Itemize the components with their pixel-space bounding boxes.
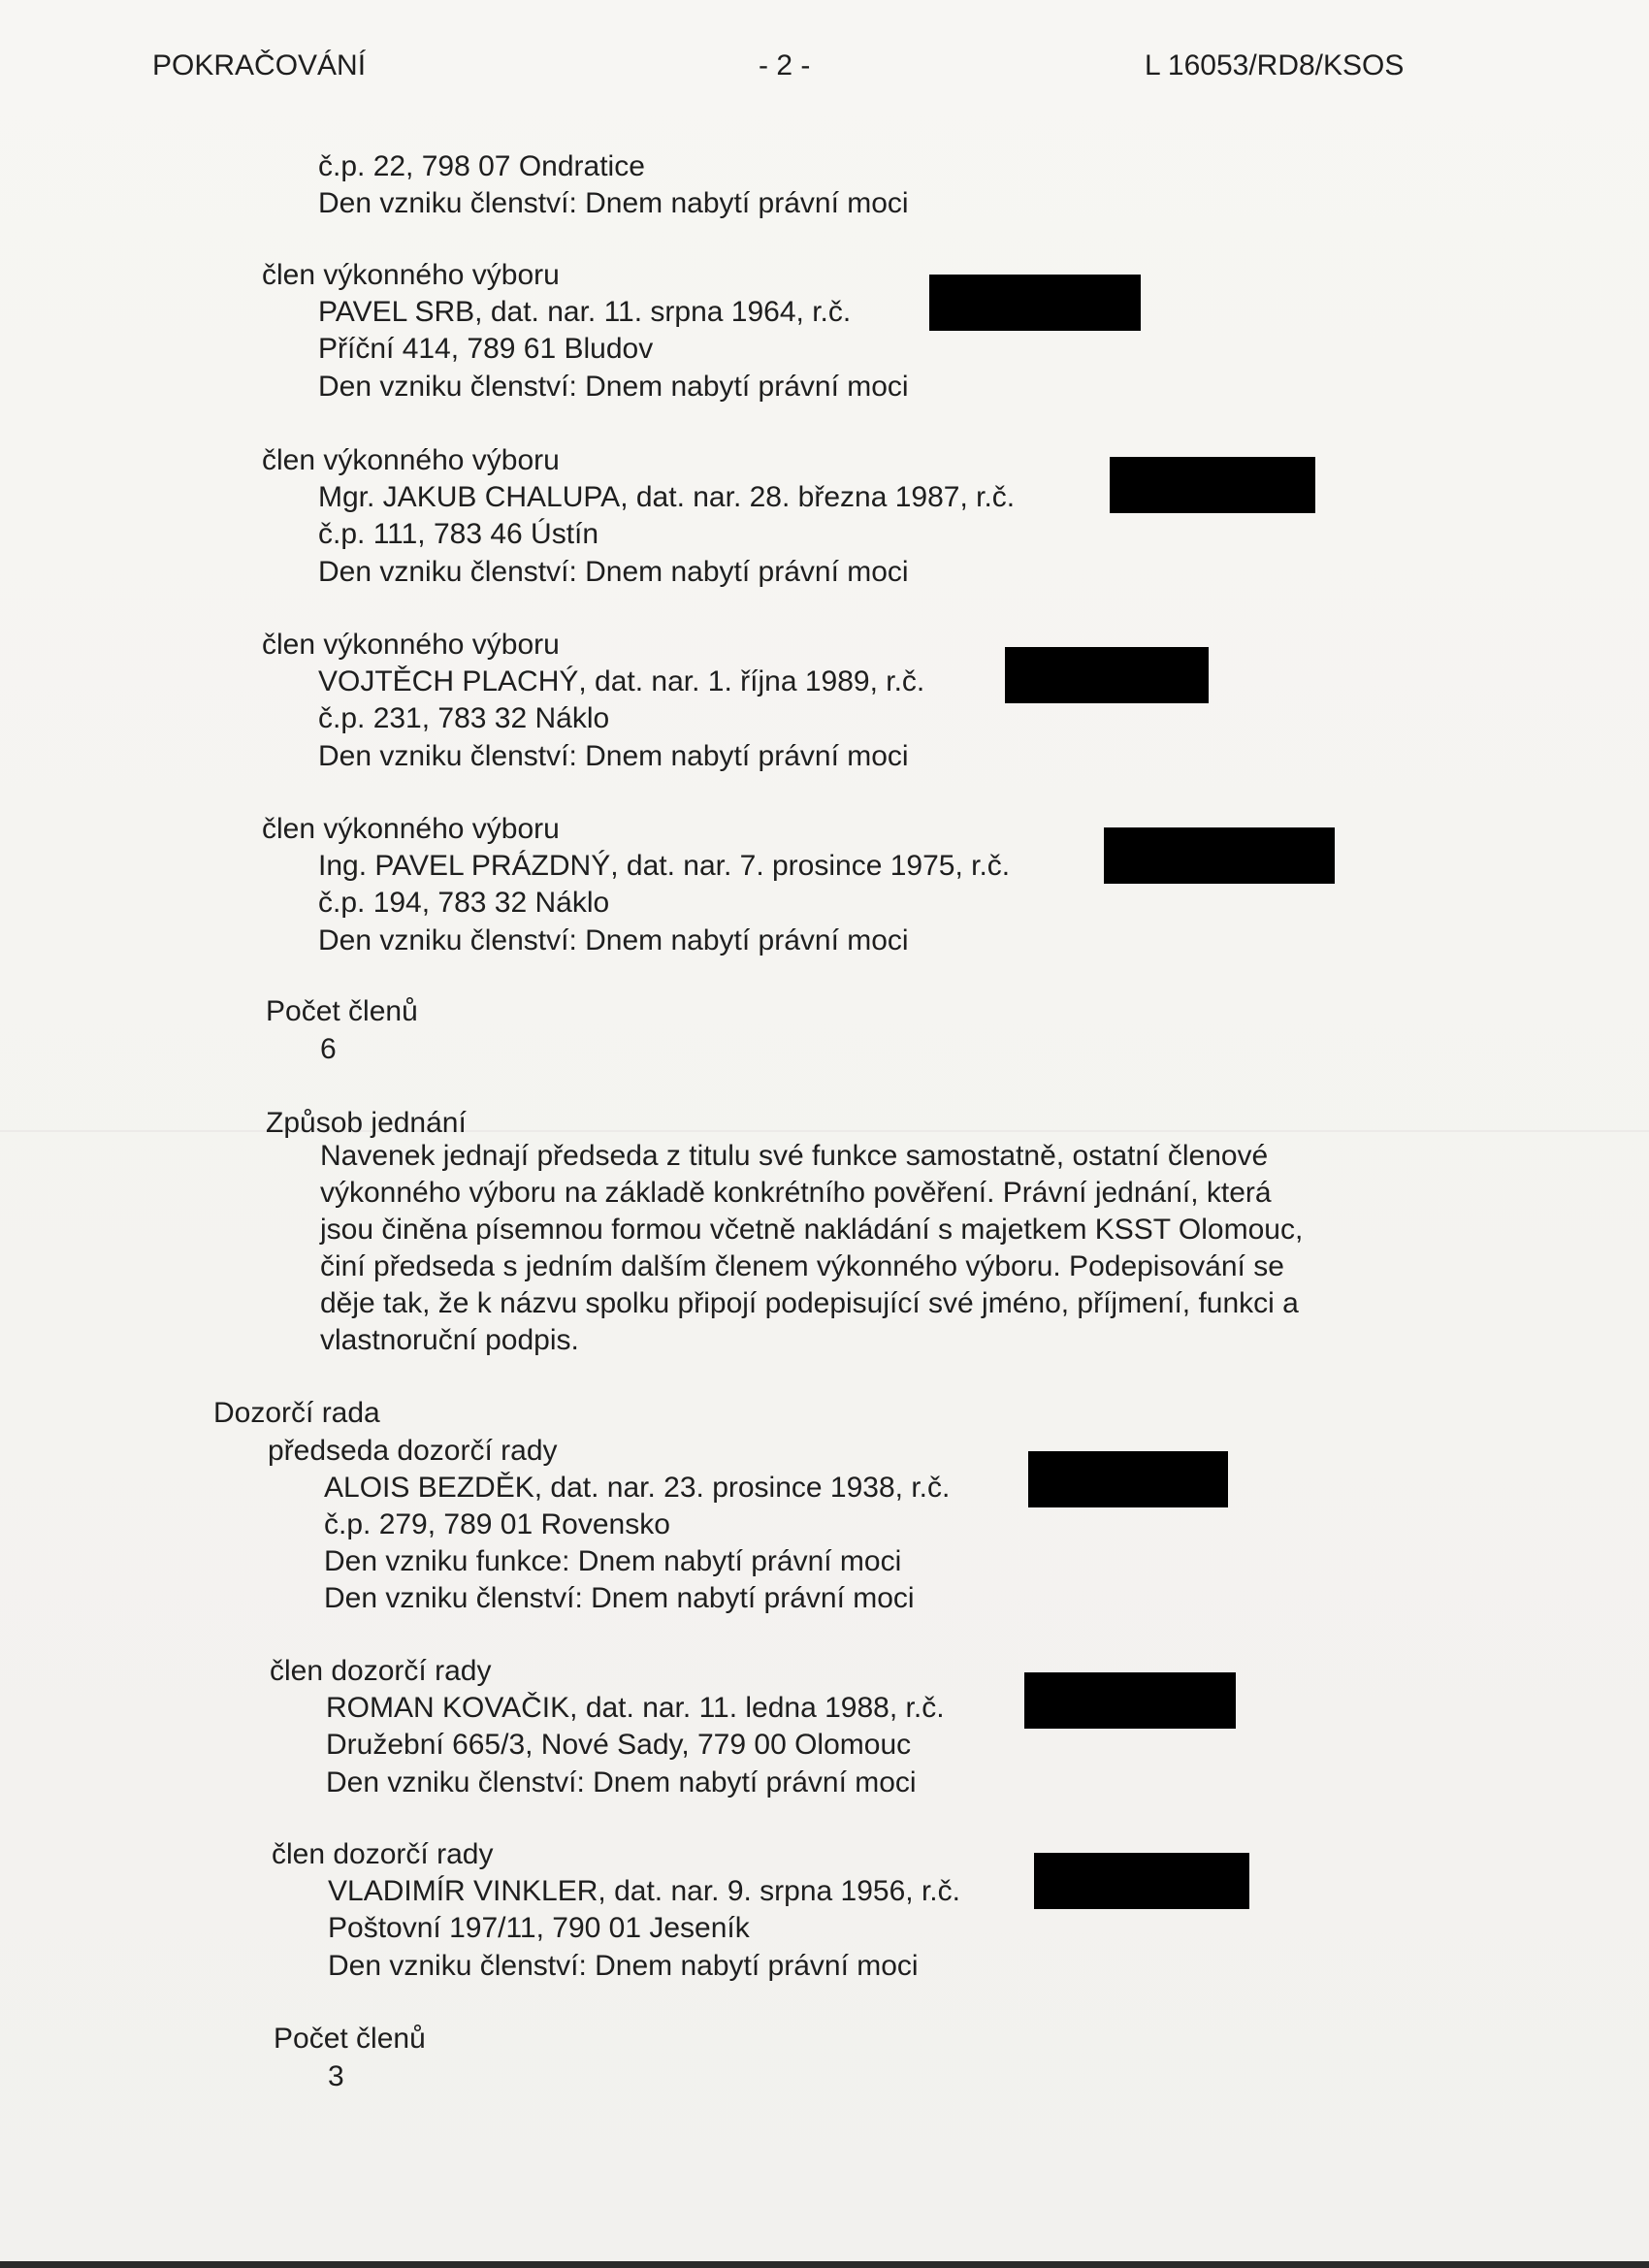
- exec-member-membership: Den vzniku členství: Dnem nabytí právní moci: [318, 924, 909, 956]
- exec-member-name: Ing. PAVEL PRÁZDNÝ, dat. nar. 7. prosince 1975, r.č.: [318, 850, 1011, 882]
- exec-count-value: 6: [320, 1033, 337, 1065]
- redaction-box: [1028, 1451, 1228, 1507]
- header-continuation: POKRAČOVÁNÍ: [152, 49, 367, 81]
- supervisory-member-role: člen dozorčí rady: [272, 1838, 494, 1870]
- supervisory-chair-membership: Den vzniku členství: Dnem nabytí právní moci: [324, 1582, 915, 1614]
- supervisory-chair-name: ALOIS BEZDĚK, dat. nar. 23. prosince 1938, r.č.: [324, 1472, 951, 1504]
- exec-member-membership: Den vzniku členství: Dnem nabytí právní moci: [318, 740, 909, 772]
- supervisory-member-name: ROMAN KOVAČIK, dat. nar. 11. ledna 1988, r.č.: [326, 1692, 945, 1724]
- exec-member-name: VOJTĚCH PLACHÝ, dat. nar. 1. října 1989, r.č.: [318, 665, 925, 697]
- exec-member-membership: Den vzniku členství: Dnem nabytí právní moci: [318, 556, 909, 588]
- paper-fold: [0, 1130, 1649, 1132]
- redaction-box: [929, 275, 1141, 331]
- exec-count-label: Počet členů: [266, 995, 418, 1027]
- page-header: [0, 47, 1649, 85]
- continuation-membership: Den vzniku členství: Dnem nabytí právní moci: [318, 187, 909, 219]
- supervisory-member-role: člen dozorčí rady: [270, 1655, 492, 1687]
- redaction-box: [1005, 647, 1209, 703]
- exec-member-role: člen výkonného výboru: [262, 813, 560, 845]
- supervisory-member-address: Poštovní 197/11, 790 01 Jeseník: [328, 1912, 750, 1944]
- header-file-number: L 16053/RD8/KSOS: [1145, 49, 1405, 81]
- exec-member-address: č.p. 231, 783 32 Náklo: [318, 702, 610, 734]
- conduct-line: děje tak, že k názvu spolku připojí podepisující své jméno, příjmení, funkci a: [320, 1287, 1299, 1319]
- conduct-line: výkonného výboru na základě konkrétního pověření. Právní jednání, která: [320, 1177, 1272, 1209]
- continuation-address: č.p. 22, 798 07 Ondratice: [318, 150, 645, 182]
- conduct-line: činí předseda s jedním dalším členem výkonného výboru. Podepisování se: [320, 1250, 1284, 1282]
- exec-member-role: člen výkonného výboru: [262, 259, 560, 291]
- exec-member-address: č.p. 111, 783 46 Ústín: [318, 518, 599, 550]
- supervisory-chair-role: předseda dozorčí rady: [268, 1435, 558, 1467]
- supervisory-member-address: Družební 665/3, Nové Sady, 779 00 Olomouc: [326, 1729, 912, 1761]
- exec-member-address: Příční 414, 789 61 Bludov: [318, 333, 654, 365]
- exec-member-role: člen výkonného výboru: [262, 444, 560, 476]
- conduct-line: jsou činěna písemnou formou včetně nakládání s majetkem KSST Olomouc,: [320, 1214, 1304, 1246]
- supervisory-title: Dozorčí rada: [213, 1397, 380, 1429]
- redaction-box: [1034, 1853, 1249, 1909]
- supervisory-member-name: VLADIMÍR VINKLER, dat. nar. 9. srpna 1956, r.č.: [328, 1875, 960, 1907]
- supervisory-chair-address: č.p. 279, 789 01 Rovensko: [324, 1508, 670, 1540]
- exec-member-address: č.p. 194, 783 32 Náklo: [318, 887, 610, 919]
- exec-member-membership: Den vzniku členství: Dnem nabytí právní moci: [318, 371, 909, 403]
- scan-bottom-edge: [0, 2261, 1649, 2268]
- supervisory-count-label: Počet členů: [274, 2023, 426, 2055]
- header-page-number: - 2 -: [759, 49, 811, 81]
- supervisory-count-value: 3: [328, 2060, 344, 2092]
- redaction-box: [1110, 457, 1315, 513]
- supervisory-member-membership: Den vzniku členství: Dnem nabytí právní moci: [328, 1950, 919, 1982]
- conduct-line: Navenek jednají předseda z titulu své funkce samostatně, ostatní členové: [320, 1140, 1269, 1172]
- conduct-label: Způsob jednání: [266, 1107, 467, 1139]
- conduct-line: vlastnoruční podpis.: [320, 1324, 579, 1356]
- exec-member-name: PAVEL SRB, dat. nar. 11. srpna 1964, r.č.: [318, 296, 852, 328]
- exec-member-role: člen výkonného výboru: [262, 629, 560, 661]
- redaction-box: [1024, 1672, 1236, 1729]
- redaction-box: [1104, 827, 1335, 884]
- exec-member-name: Mgr. JAKUB CHALUPA, dat. nar. 28. března 1987, r.č.: [318, 481, 1016, 513]
- supervisory-member-membership: Den vzniku členství: Dnem nabytí právní moci: [326, 1766, 917, 1798]
- supervisory-chair-function: Den vzniku funkce: Dnem nabytí právní moci: [324, 1545, 902, 1577]
